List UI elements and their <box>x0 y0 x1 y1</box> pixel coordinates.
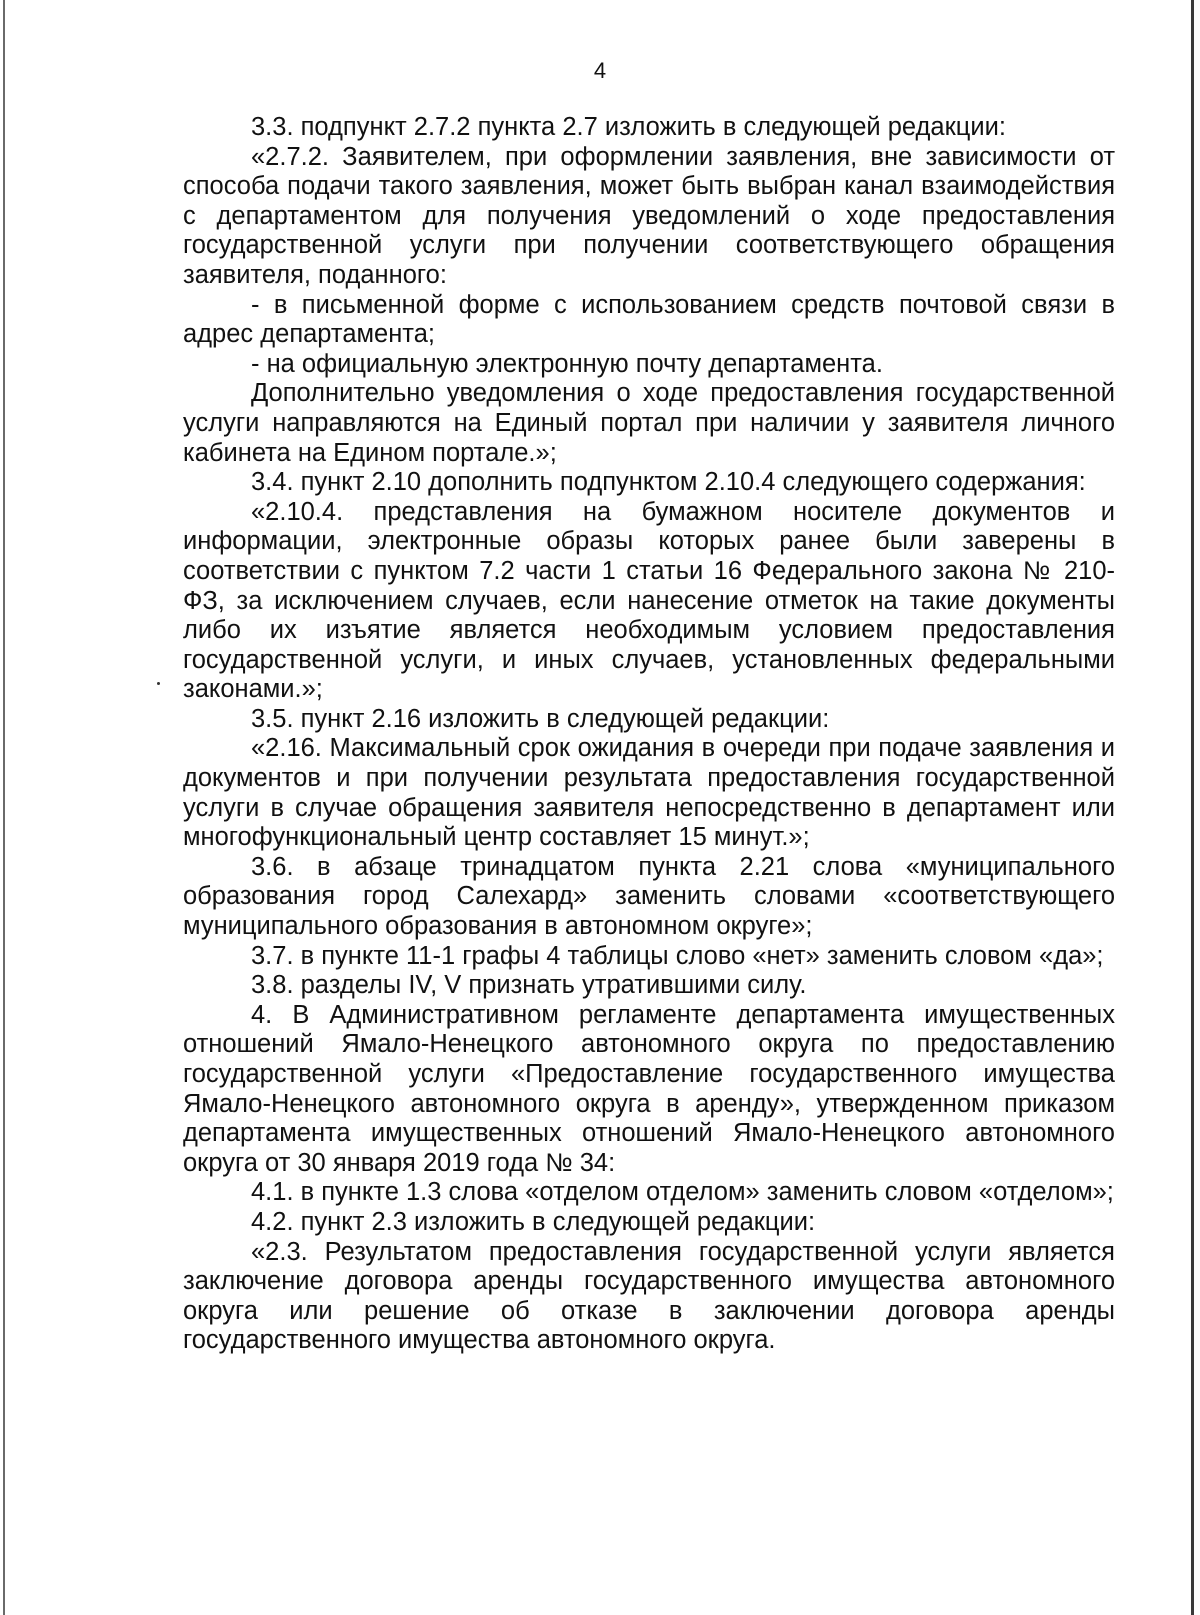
paragraph: 3.5. пункт 2.16 изложить в следующей редакции: <box>251 704 830 733</box>
paragraph: 4.2. пункт 2.3 изложить в следующей редакции: <box>251 1207 816 1236</box>
scan-speck <box>157 682 160 685</box>
paragraph: 4.1. в пункте 1.3 слова «отделом отделом» заменить словом «отделом»; <box>251 1178 1114 1207</box>
paragraph: - в письменной форме с использованием средств почтовой связи в адрес департамента; <box>183 290 1115 349</box>
paragraph: «2.10.4. представления на бумажном носителе документов и информации, электронные образы которых ранее были заверены в соответствии с пунктом 7.2 части 1 статьи 16 Федерального закона № 210-ФЗ, за исключением случаев, если нанесение отметок на такие документы либо их изъятие является необходимым условием предоставления государственной услуги, и иных случаев, установленных федеральными законами.»; <box>183 497 1115 704</box>
paragraph: 3.7. в пункте 11-1 графы 4 таблицы слово «нет» заменить словом «да»; <box>251 941 1104 970</box>
paragraph: «2.16. Максимальный срок ожидания в очереди при подаче заявления и документов и при получении результата предоставления государственной услуги в случае обращения заявителя непосредственно в департамент или многофункциональный центр составляет 15 минут.»; <box>183 734 1115 852</box>
scan-edge-left <box>3 0 5 1615</box>
paragraph: 4. В Административном регламенте департамента имущественных отношений Ямало-Ненецкого автономного округа по предоставлению государственной услуги «Предоставление государственного имущества Ямало-Ненецкого автономного округа в аренду», утвержденном приказом департамента имущественных отношений Ямало-Ненецкого автономного округа от 30 января 2019 года № 34: <box>183 1000 1115 1177</box>
page-number: 4 <box>593 58 607 83</box>
paragraph: 3.4. пункт 2.10 дополнить подпунктом 2.10.4 следующего содержания: <box>251 468 1086 497</box>
paragraph: Дополнительно уведомления о ходе предоставления государственной услуги направляются на Единый портал при наличии у заявителя личного кабинета на Едином портале.»; <box>183 379 1115 467</box>
paragraph: «2.7.2. Заявителем, при оформлении заявления, вне зависимости от способа подачи такого заявления, может быть выбран канал взаимодействия с департаментом для получения уведомлений о ходе предоставления государственной услуги при получении соответствующего обращения заявителя, поданного: <box>183 142 1115 289</box>
document-body <box>183 113 1115 1356</box>
scan-edge-right <box>1191 0 1194 1615</box>
paragraph: 3.3. подпункт 2.7.2 пункта 2.7 изложить в следующей редакции: <box>251 113 1006 141</box>
paragraph: - на официальную электронную почту департамента. <box>251 349 883 378</box>
paragraph: 3.6. в абзаце тринадцатом пункта 2.21 слова «муниципального образования город Салехард» заменить словами «соответствующего муниципального образования в автономном округе»; <box>183 852 1115 941</box>
paragraph: 3.8. разделы IV, V признать утратившими силу. <box>251 971 807 1000</box>
paragraph: «2.3. Результатом предоставления государственной услуги является заключение договора аренды государственного имущества автономного округа или решение об отказе в заключении договора аренды государственного имущества автономного округа. <box>183 1237 1115 1355</box>
